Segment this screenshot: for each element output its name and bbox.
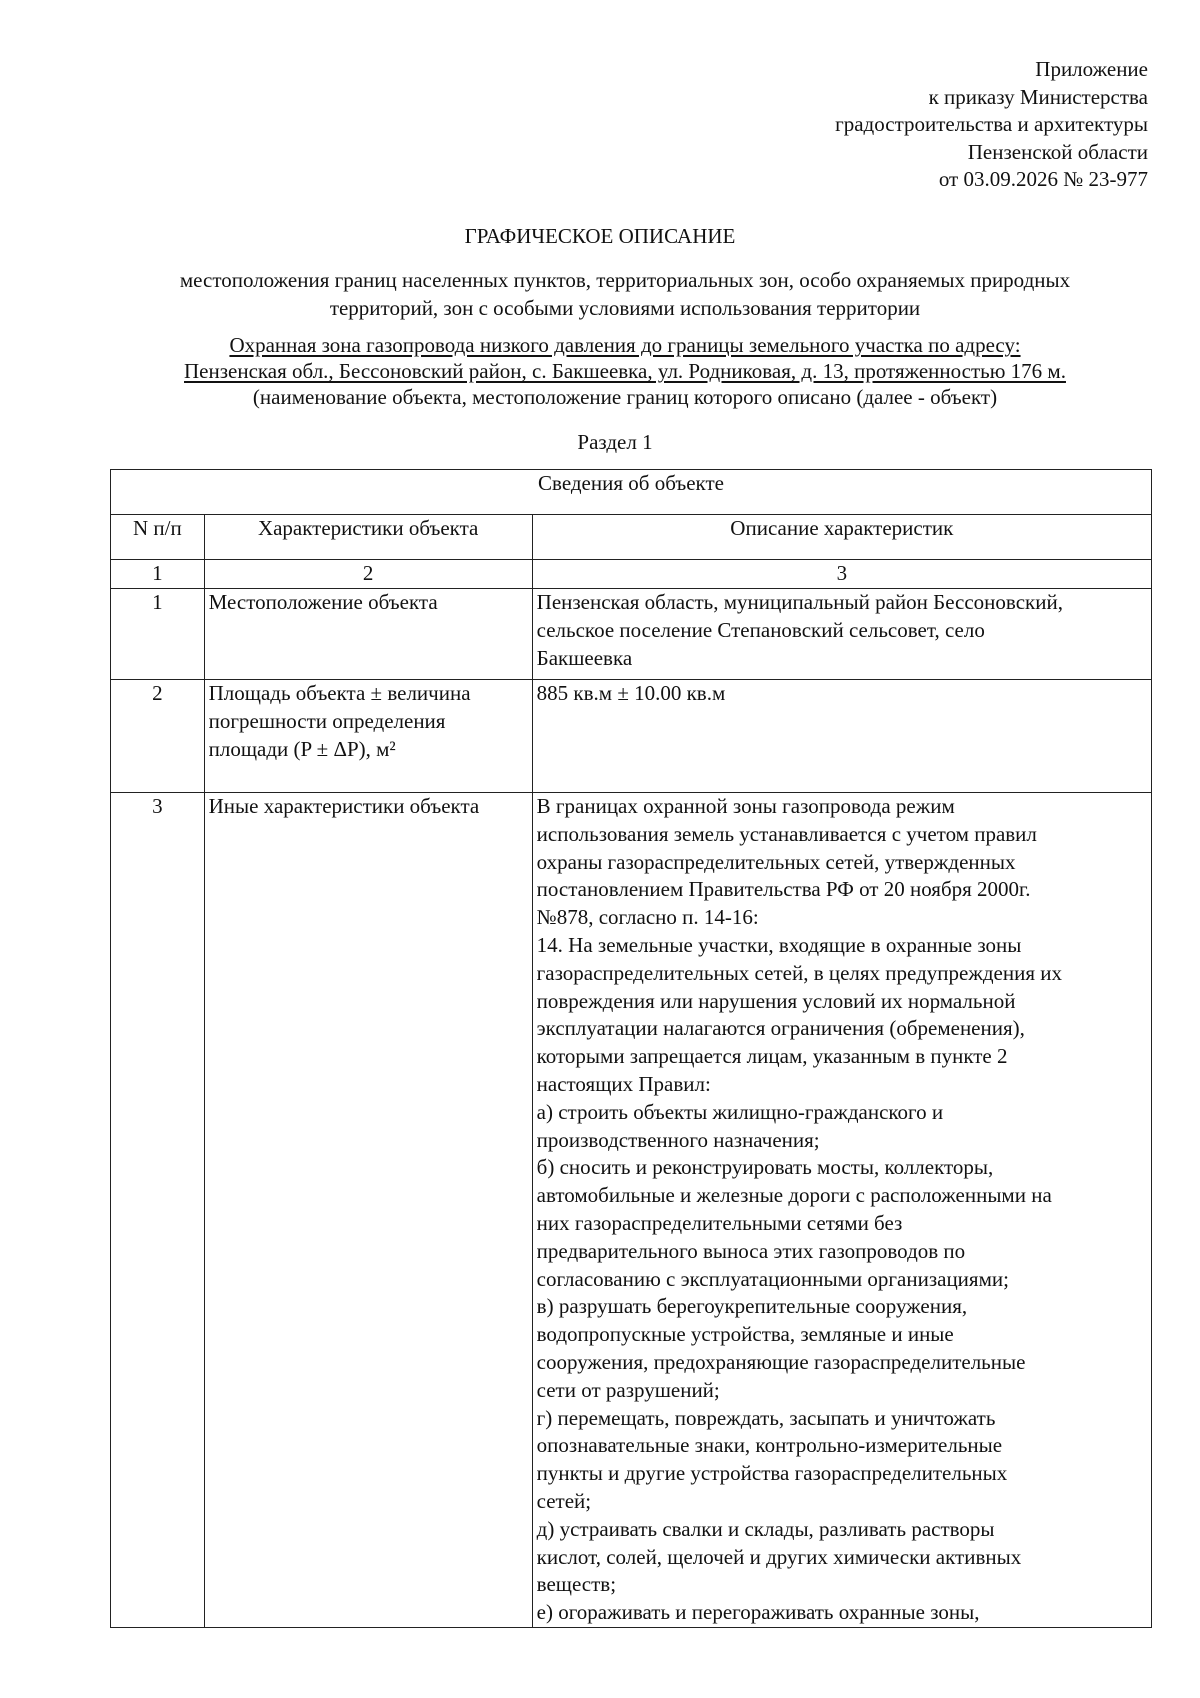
description-line: настоящих Правил: bbox=[536, 1071, 711, 1096]
subtitle-line: местоположения границ населенных пунктов, территориальных зон, особо охраняемых природных bbox=[179, 268, 1071, 292]
description-line: повреждения или нарушения условий их нормальной bbox=[536, 988, 1016, 1013]
description-line: б) сносить и реконструировать мосты, коллекторы, bbox=[536, 1155, 994, 1180]
description-line: водопропускные устройства, земляные и иные bbox=[536, 1322, 954, 1347]
subtitle-line: территорий, зон с особыми условиями использования территории bbox=[329, 296, 921, 320]
description-line: них газораспределительными сетями без bbox=[536, 1210, 903, 1235]
description-line: использования земель устанавливается с учетом правил bbox=[536, 821, 1037, 846]
column-number: 1 bbox=[111, 560, 205, 589]
approval-date-number: от 03.09.2026 № 23-977 bbox=[938, 167, 1148, 191]
description-line: д) устраивать свалки и склады, разливать растворы bbox=[536, 1516, 995, 1541]
object-caption: (наименование объекта, местоположение границ которого описано (далее - объект) bbox=[252, 385, 998, 409]
row-characteristic: Местоположение объекта bbox=[204, 589, 532, 680]
row-description bbox=[532, 680, 1151, 793]
object-address-line bbox=[100, 358, 1150, 384]
table-row bbox=[111, 680, 1152, 793]
table-caption-row bbox=[111, 470, 1152, 515]
description-line: постановлением Правительства РФ от 20 ноября 2000г. bbox=[536, 877, 1031, 902]
row-num: 2 bbox=[111, 680, 205, 793]
description-line: веществ; bbox=[536, 1572, 617, 1597]
description-line: кислот, солей, щелочей и других химически активных bbox=[536, 1544, 1022, 1569]
row-description bbox=[532, 589, 1151, 680]
description-line: сельское поселение Степановский сельсовет, село bbox=[536, 617, 985, 642]
description-line: согласованию с эксплуатационными организациями; bbox=[536, 1266, 1009, 1291]
table-caption: Сведения об объекте bbox=[111, 470, 1152, 515]
approval-line: градостроительства и архитектуры bbox=[835, 112, 1148, 136]
object-name-text: Охранная зона газопровода низкого давления до границы земельного участка по адресу: bbox=[229, 333, 1021, 357]
description-line: №878, согласно п. 14-16: bbox=[536, 905, 759, 930]
description-line: сети от разрушений; bbox=[536, 1377, 720, 1402]
description-line: охраны газораспределительных сетей, утвержденных bbox=[536, 849, 1016, 874]
object-name-block bbox=[100, 332, 1150, 410]
description-line: эксплуатации налагаются ограничения (обременения), bbox=[536, 1016, 1025, 1041]
description-line: г) перемещать, повреждать, засыпать и уничтожать bbox=[536, 1405, 996, 1430]
description-line: опознавательные знаки, контрольно-измерительные bbox=[536, 1433, 1003, 1458]
table-row bbox=[111, 793, 1152, 1628]
description-line: сооружения, предохраняющие газораспределительные bbox=[536, 1349, 1026, 1374]
description-line: 885 кв.м ± 10.00 кв.м bbox=[536, 681, 726, 705]
column-number-row bbox=[111, 560, 1152, 589]
description-line: автомобильные и железные дороги с расположенными на bbox=[536, 1183, 1052, 1208]
approval-line: к приказу Министерства bbox=[928, 84, 1148, 109]
description-line: Пензенская область, муниципальный район Бессоновский, bbox=[536, 590, 1063, 614]
description-line: которыми запрещается лицам, указанным в пункте 2 bbox=[536, 1044, 1008, 1069]
characteristic-line: погрешности определения bbox=[208, 708, 446, 733]
characteristic-line: Площадь объекта ± величина bbox=[208, 681, 471, 705]
approval-line: Приложение bbox=[1035, 57, 1148, 81]
description-line: производственного назначения; bbox=[536, 1127, 820, 1152]
description-line: 14. На земельные участки, входящие в охранные зоны bbox=[536, 932, 1022, 957]
table-row bbox=[111, 589, 1152, 680]
row-characteristic bbox=[204, 680, 532, 793]
section-label: Раздел 1 bbox=[577, 430, 653, 454]
header-description: Описание характеристик bbox=[532, 515, 1151, 560]
description-line: а) строить объекты жилищно-гражданского и bbox=[536, 1099, 944, 1124]
description-line: сетей; bbox=[536, 1488, 592, 1513]
characteristic-line: площади (P ± ΔP), м² bbox=[208, 736, 396, 761]
document-title: ГРАФИЧЕСКОЕ ОПИСАНИЕ bbox=[464, 224, 736, 248]
row-characteristic: Иные характеристики объекта bbox=[204, 793, 532, 1628]
column-number: 3 bbox=[532, 560, 1151, 589]
document-subtitle bbox=[100, 266, 1150, 322]
table-header-row bbox=[111, 515, 1152, 560]
object-name-line bbox=[100, 332, 1150, 358]
description-line: газораспределительных сетей, в целях предупреждения их bbox=[536, 960, 1062, 985]
description-line: в) разрушать берегоукрепительные сооружения, bbox=[536, 1294, 968, 1319]
description-line: В границах охранной зоны газопровода режим bbox=[536, 794, 955, 818]
approval-block bbox=[835, 56, 1148, 194]
row-description bbox=[532, 793, 1151, 1628]
approval-line: Пензенской области bbox=[967, 139, 1148, 164]
description-line: предварительного выноса этих газопроводов по bbox=[536, 1238, 966, 1263]
row-num: 1 bbox=[111, 589, 205, 680]
row-num: 3 bbox=[111, 793, 205, 1628]
description-line: е) огораживать и перегораживать охранные зоны, bbox=[536, 1600, 980, 1625]
header-characteristic: Характеристики объекта bbox=[204, 515, 532, 560]
column-number: 2 bbox=[204, 560, 532, 589]
header-num: N п/п bbox=[111, 515, 205, 560]
object-info-table bbox=[110, 469, 1152, 1628]
object-address-text: Пензенская обл., Бессоновский район, с. Бакшеевка, ул. Родниковая, д. 13, протяженностью 176 м. bbox=[184, 359, 1066, 383]
description-line: пункты и другие устройства газораспределительных bbox=[536, 1461, 1008, 1486]
description-line: Бакшеевка bbox=[536, 645, 633, 670]
